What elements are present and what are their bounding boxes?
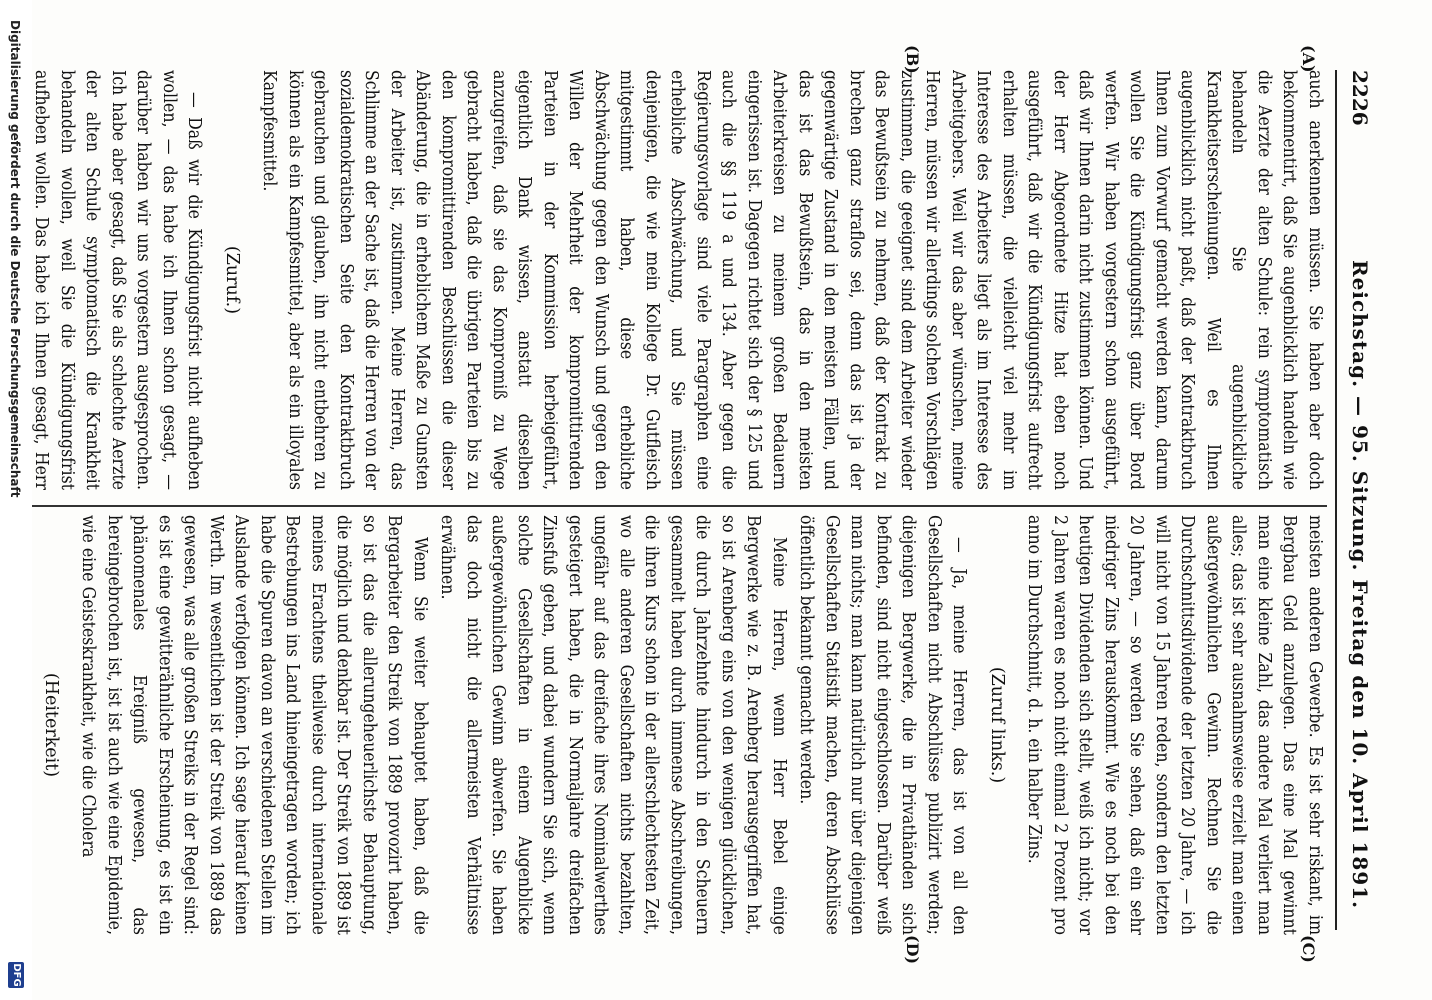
page-header-title: Reichstag. — 95. Sitzung. Freitag den 10. April 1891. [1348,260,1372,910]
margin-marker-d: (D) [903,935,922,965]
right-column [27,515,1327,935]
page-number: 2226 [1348,70,1372,126]
paragraph: Meine Herren, wenn Herr Bebel einige Bergwerke wie z. B. Arenberg herausgegriffen hat, so ist Arenberg eins von den wenigen glücklichen, die durch Jahrzehnte hindurch in den Scheuern gesammelt haben durch immense Abschreibungen, die ihren Kurs schon in der allerschlechtesten Zeit, wo alle anderen Gesellschaften nichts bezahlten, ungefähr auf das dreifache ihres Nominalwerthes gesteigert haben, die in Normaljahre dreifachen Zinsfuß geben, und dabei wundern Sie sich, wenn solche Gesellschaften in einem Augenblicke außergewöhnlichen Gewinn abwerfen. Sie haben das doch nicht die allermeisten Verhältnisse erwähnen. [437,515,789,935]
left-column [27,70,1327,490]
paragraph: — Daß wir die Kündigungsfrist nicht aufheben wollen, — das habe ich Ihnen schon gesagt, — darüber haben wir uns vorgestern ausgesprochen. Ich habe aber gesagt, daß Sie als schlechte Aerzte der alten Schule symptomatisch die Krankheit behandeln wollen, weil Sie die Kündigungsfrist aufheben wollen. Das habe ich Ihnen gesagt, Herr [31,70,205,490]
paragraph: — Ja, meine Herren, das ist von all den Gesellschaften nicht Abschlüsse publizirt werden; diejenigen Bergwerke, die in Privathänden sich befinden, sind nicht eingeschlossen. Darüber weiß man nichts; man kann natürlich nur über diejenigen Gesellschaften Statistik machen, deren Abschlüsse öffentlich bekannt gemacht werden. [796,515,970,935]
paragraph: meisten anderen Gewerbe. Es ist sehr riskant, im Bergbau Geld anzulegen. Das eine Mal gewinnt man eine kleine Zahl, das andere Mal verliert man alles; das ist sehr ausnahmsweise erzielt man einen außergewöhnlichen Gewinn. Rechnen Sie die Durchschnittsdividende der letzten 20 Jahre, — ich will nicht von 15 Jahren reden, sondern den letzten 20 Jahren, — so werden Sie sehen, daß ein sehr niedriger Zins herauskommt. Wie es noch bei den heutigen Dividenden sich stellt, weiß ich nicht; vor 2 Jahren waren es noch nicht einmal 2 Prozent pro anno im Durchschnitt, d. h. ein halber Zins. [1024,515,1325,935]
running-head [1342,70,1372,930]
digitization-footer [0,0,32,1000]
paragraph: Wenn Sie weiter behauptet haben, daß die Bergarbeiter den Streik von 1889 provozirt haben, so ist das die allerungeheuerlichste Behauptung, die möglich und denkbar ist. Der Streik von 1889 ist meines Erachtens theilweise durch internationale Bestrebungen ins Land hineingetragen worden; ich habe die Spuren davon an verschiedenen Stellen im Auslande verfolgen können. Ich sage hierauf keinen Werth. Im wesentlichen ist der Streik von 1889 das gewesen, was alle großen Streiks in der Regel sind: es ist eine gewitterähnliche Erscheinung, es ist ein phänomenales Ereigniß gewesen, das hereingebrochen ist, ist ist auch wie eine Epidemie, wie eine Geisteskrankheit, wie die Cholera [78,515,430,935]
interjection: (Zuruf links.) [987,666,1007,784]
header-rule [1335,70,1337,930]
paragraph: auch anerkennen müssen. Sie haben aber doch bekommentirt, daß Sie augenblicklich handeln wie die Aerzte der alten Schule: rein symptomatisch behandeln Sie augenblickliche Krankheitserscheinungen. Weil es Ihnen augenblicklich nicht paßt, daß der Kontraktbruch Ihnen zum Vorwurf gemacht werden kann, darum wollen Sie die Kündigungsfrist ganz über Bord werfen. Wir haben vorgestern schon ausgeführt, daß wir Ihnen darin nicht zustimmen können. Und der Herr Abgeordnete Hitze hat eben noch ausgeführt, daß wir die Kündigungsfrist aufrecht erhalten müssen, die vielleicht viel mehr im Interesse des Arbeiters liegt als im Interesse des Arbeitgebers. Weil wir das aber wünschen, meine Herren, müssen wir allerdings solchen Vorschlägen zustimmen, die geeignet sind dem Arbeiter wieder das Bewußtsein zu nehmen, daß der Kontrakt zu brechen ganz straflos sei, denn das ist ja der gegenwärtige Zustand in den meisten Fällen, und das ist das Bewußtsein, das in den meisten Arbeiterkreisen zu meinem großen Bedauern eingerissen ist. Dagegen richtet sich der § 125 und auch die §§ 119 a und 134. Aber gegen die Regierungsvorlage sind viele Paragraphen eine erhebliche Abschwächung, und Sie müssen denjenigen, die wie mein Kollege Dr. Gutfleisch mitgestimmt haben, diese erhebliche Abschwächung gegen den Wunsch und gegen den Willen der Mehrheit der kompromittirenden Parteien in der Kommission herbeigeführt, eigentlich Dank wissen, anstatt dieselben anzugreifen, daß sie das Kompromiß zu Wege gebracht haben, daß die übrigen Parteien bis zu den kompromittirenden Beschlüssen die dieser Abänderung, die in erheblichem Maße zu Gunsten der Arbeiter ist, zustimmen. Meine Herren, das Schlimme an der Sache ist, daß die Herren von der sozialdemokratischen Seite den Kontraktbruch gebrauchen und glauben, ihn nicht entbehren zu können als ein Kampfesmittel, aber als ein illoyales Kampfesmittel. [259,70,1325,490]
digitization-note: Digitalisierung gefördert durch die Deutsche Forschungsgemeinschaft [8,20,22,498]
interjection: (Heiterkeit) [41,672,61,778]
interjection: (Zuruf.) [222,245,242,315]
margin-marker-b: (B) [903,45,922,74]
dfg-logo-icon: DFG [8,962,24,988]
margin-marker-c: (C) [1299,935,1318,963]
margin-marker-a: (A) [1299,45,1318,73]
column-divider [27,505,1327,507]
